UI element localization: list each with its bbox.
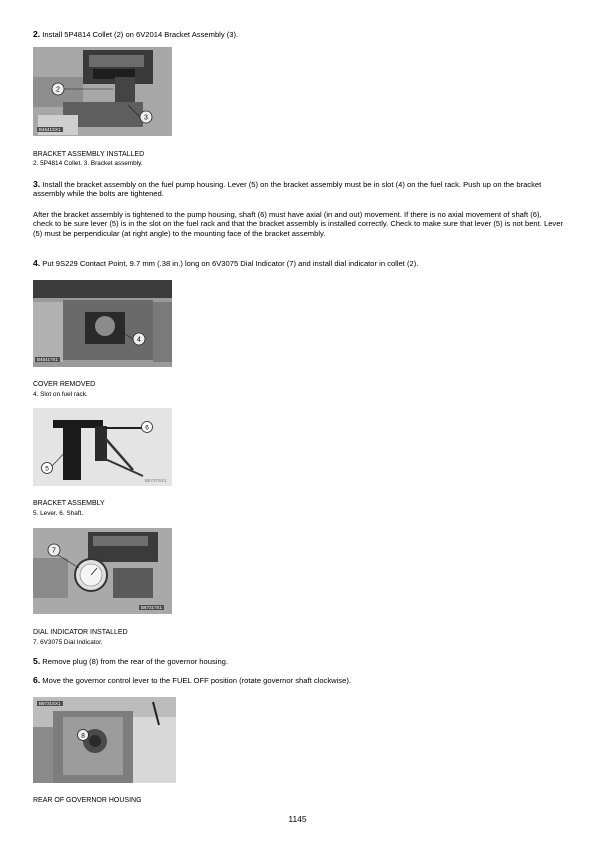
photo-id-label: B4641SX1: [39, 127, 61, 132]
figure-caption-title: REAR OF GOVERNOR HOUSING: [33, 797, 142, 804]
figure-caption-title: BRACKET ASSEMBLY INSTALLED: [33, 151, 145, 158]
callout-5: 5: [45, 465, 49, 473]
step-number: 2.: [33, 29, 41, 39]
step-text: Move the governor control lever to the FUEL OFF position (rotate governor shaft clockwise).: [42, 676, 351, 685]
step-text: Put 9S229 Contact Point, 9.7 mm (.38 in.) long on 6V3075 Dial Indicator (7) and install dial indicator in collet (2).: [42, 259, 419, 268]
figure-caption-title: COVER REMOVED: [33, 381, 96, 388]
figure-caption-title: BRACKET ASSEMBLY: [33, 500, 105, 507]
figure-caption-sub: 7. 6V3075 Dial Indicator.: [33, 639, 103, 646]
figure-caption-sub: 2. 5P4814 Collet. 3. Bracket assembly.: [33, 160, 143, 167]
photo-rear-of-governor-housing: [33, 697, 176, 783]
figure-caption-title: DIAL INDICATOR INSTALLED: [33, 629, 128, 636]
callout-8: 8: [81, 732, 85, 740]
step-5: [33, 657, 563, 666]
photo-id-label: B6731SX1: [39, 701, 61, 706]
step-number: 6.: [33, 675, 41, 685]
photo-bracket-assembly: [33, 408, 172, 486]
figure-caption-sub: 5. Lever. 6. Shaft.: [33, 510, 84, 517]
callout-3: 3: [144, 114, 148, 122]
step-text: Remove plug (8) from the rear of the governor housing.: [42, 657, 229, 666]
page-number: 1145: [288, 814, 307, 824]
photo-id-label: B6731?X1: [141, 605, 163, 610]
photo-id-label: B4641?X1: [37, 357, 59, 362]
step-6: [33, 676, 563, 685]
callout-7: 7: [52, 547, 56, 555]
photo-cover-removed: [33, 280, 172, 367]
callout-2: 2: [56, 86, 60, 94]
photo-bracket-assembly-installed: [33, 47, 172, 136]
callout-4: 4: [137, 336, 141, 344]
step-2: [33, 30, 563, 39]
step-3: [33, 180, 563, 199]
callout-6: 6: [145, 424, 149, 432]
step-4: [33, 259, 563, 268]
step-3-paragraph: After the bracket assembly is tightened to the pump housing, shaft (6) must have axial (in and out) movement. If there is no axial movement of shaft (6), check to be sure lever (5) is in the slot on the fuel rack and that the bracket assembly is installed correctly. Check to make sure that lever (5) is not bent. Lever (5) must be perpendicular (at right angle) to the mounting face of the bracket assembly.: [33, 210, 563, 238]
photo-dial-indicator-installed: [33, 528, 172, 614]
photo-id-label: B6737SX1: [145, 478, 167, 483]
step-text: Install 5P4814 Collet (2) on 6V2014 Bracket Assembly (3).: [42, 30, 239, 39]
step-number: 3.: [33, 179, 41, 189]
step-number: 4.: [33, 258, 41, 268]
step-number: 5.: [33, 656, 41, 666]
step-text: Install the bracket assembly on the fuel pump housing. Lever (5) on the bracket assembly must be in slot (4) on the fuel rack. Push up on the bracket assembly while the bolts are tightened.: [33, 180, 542, 199]
figure-caption-sub: 4. Slot on fuel rack.: [33, 391, 88, 398]
